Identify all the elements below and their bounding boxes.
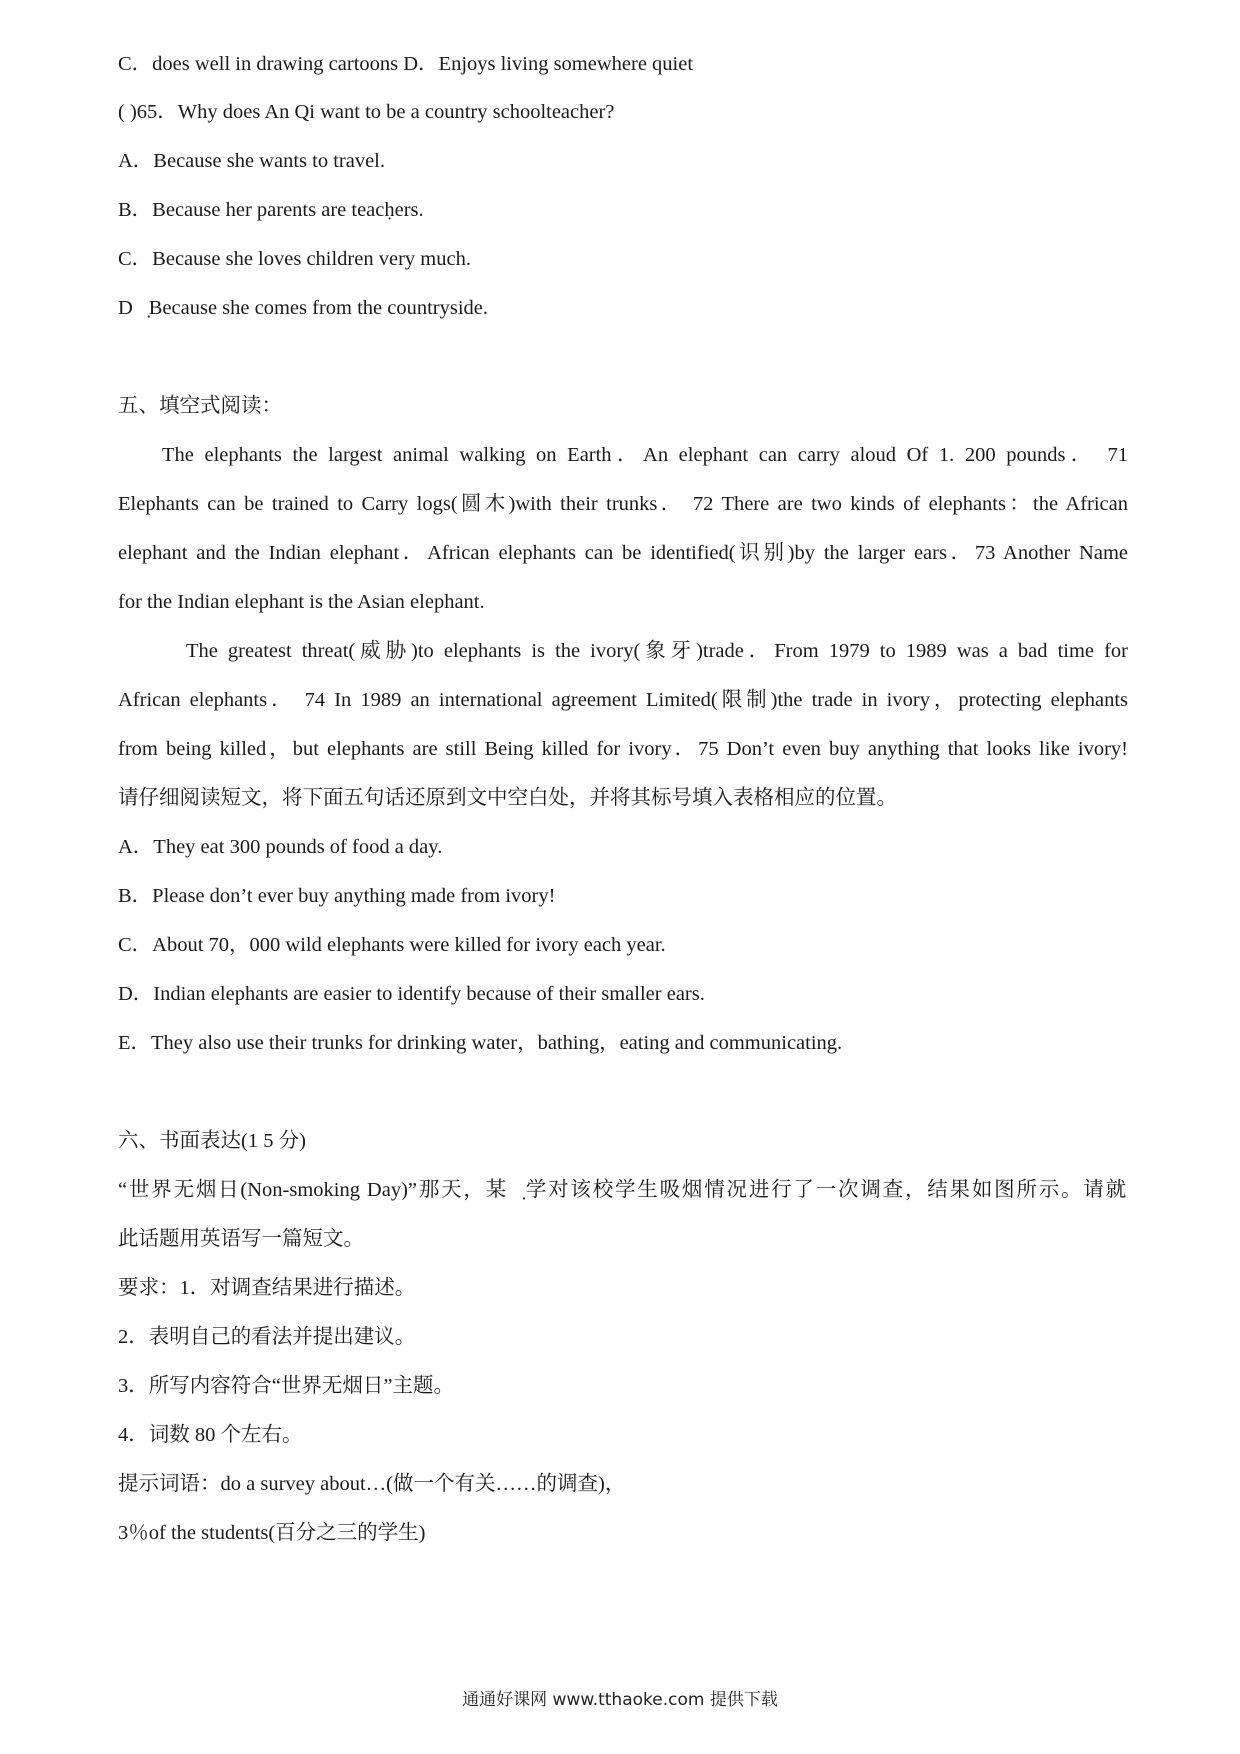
section5-option-e: E．They also use their trunks for drinking water，bathing，eating and communicating.	[118, 1032, 843, 1054]
section5-option-d: D．Indian elephants are easier to identify because of their smaller ears.	[118, 983, 705, 1005]
section5-paragraph1-line: The elephants the largest animal walking on Earth．An elephant can carry aloud Of 1. 200 pounds． 71	[162, 444, 1128, 466]
section6-requirement: 3．所写内容符合“世界无烟日”主题。	[118, 1375, 454, 1397]
section6-intro-line: “世界无烟日(Non-smoking Day)”那天，某中̣学对该校学生吸烟情况进行了一次调查，结果如图所示。请就	[118, 1179, 1128, 1201]
section5-heading: 五、填空式阅读：	[118, 395, 282, 417]
section6-heading: 六、书面表达(1 5 分)	[118, 1130, 306, 1152]
section5-option-c: C．About 70，000 wild elephants were killed for ivory each year.	[118, 934, 666, 956]
section5-paragraph2-line: The greatest threat(威胁)to elephants is the ivory(象牙)trade．From 1979 to 1989 was a bad time for	[186, 640, 1128, 662]
section6-requirement: 4．词数 80 个左右。	[118, 1424, 303, 1446]
page-footer: 通通好课网 www.tthaoke.com 提供下载	[462, 1690, 778, 1710]
section5-paragraph1-line: for the Indian elephant is the Asian elephant.	[118, 591, 485, 613]
q65-option-a: A．Because she wants to travel.	[118, 150, 385, 172]
section5-paragraph1-line: elephant and the Indian elephant．African elephants can be identified(识别)by the larger ears．73 Another Name	[118, 542, 1128, 564]
section6-intro-line: 此话题用英语写一篇短文。	[118, 1228, 364, 1250]
section6-requirement: 2．表明自己的看法并提出建议。	[118, 1326, 416, 1348]
q65-question: ( )65．Why does An Qi want to be a country schoolteacher?	[118, 101, 615, 123]
section5-paragraph2-line: from being killed，but elephants are still Being killed for ivory．75 Don’t even buy anything that looks like ivory!	[118, 738, 1128, 760]
q64-option-cd: C．does well in drawing cartoons D．Enjoys living somewhere quiet	[118, 53, 694, 75]
q65-option-b: B．Because her parents are teacḥers.	[118, 199, 424, 221]
section5-option-b: B．Please don’t ever buy anything made from ivory!	[118, 885, 556, 907]
section5-instruction: 请仔细阅读短文，将下面五句话还原到文中空白处，并将其标号填入表格相应的位置。	[118, 787, 897, 809]
q65-option-d: D．̣Because she comes from the countryside.	[118, 297, 489, 319]
section6-hint: 提示词语：do a survey about…(做一个有关……的调查)，	[118, 1473, 626, 1495]
section5-paragraph1-line: Elephants can be trained to Carry logs(圆木)with their trunks． 72 There are two kinds of elephants：the African	[118, 493, 1128, 515]
q65-option-c: C．Because she loves children very much.	[118, 248, 471, 270]
section5-option-a: A．They eat 300 pounds of food a day.	[118, 836, 443, 858]
section6-hint: 3％of the students(百分之三的学生)	[118, 1522, 426, 1544]
section5-paragraph2-line: African elephants． 74 In 1989 an international agreement Limited(限制)the trade in ivory，protecting elephants	[118, 689, 1128, 711]
section6-requirement: 要求：1．对调查结果进行描述。	[118, 1277, 416, 1299]
